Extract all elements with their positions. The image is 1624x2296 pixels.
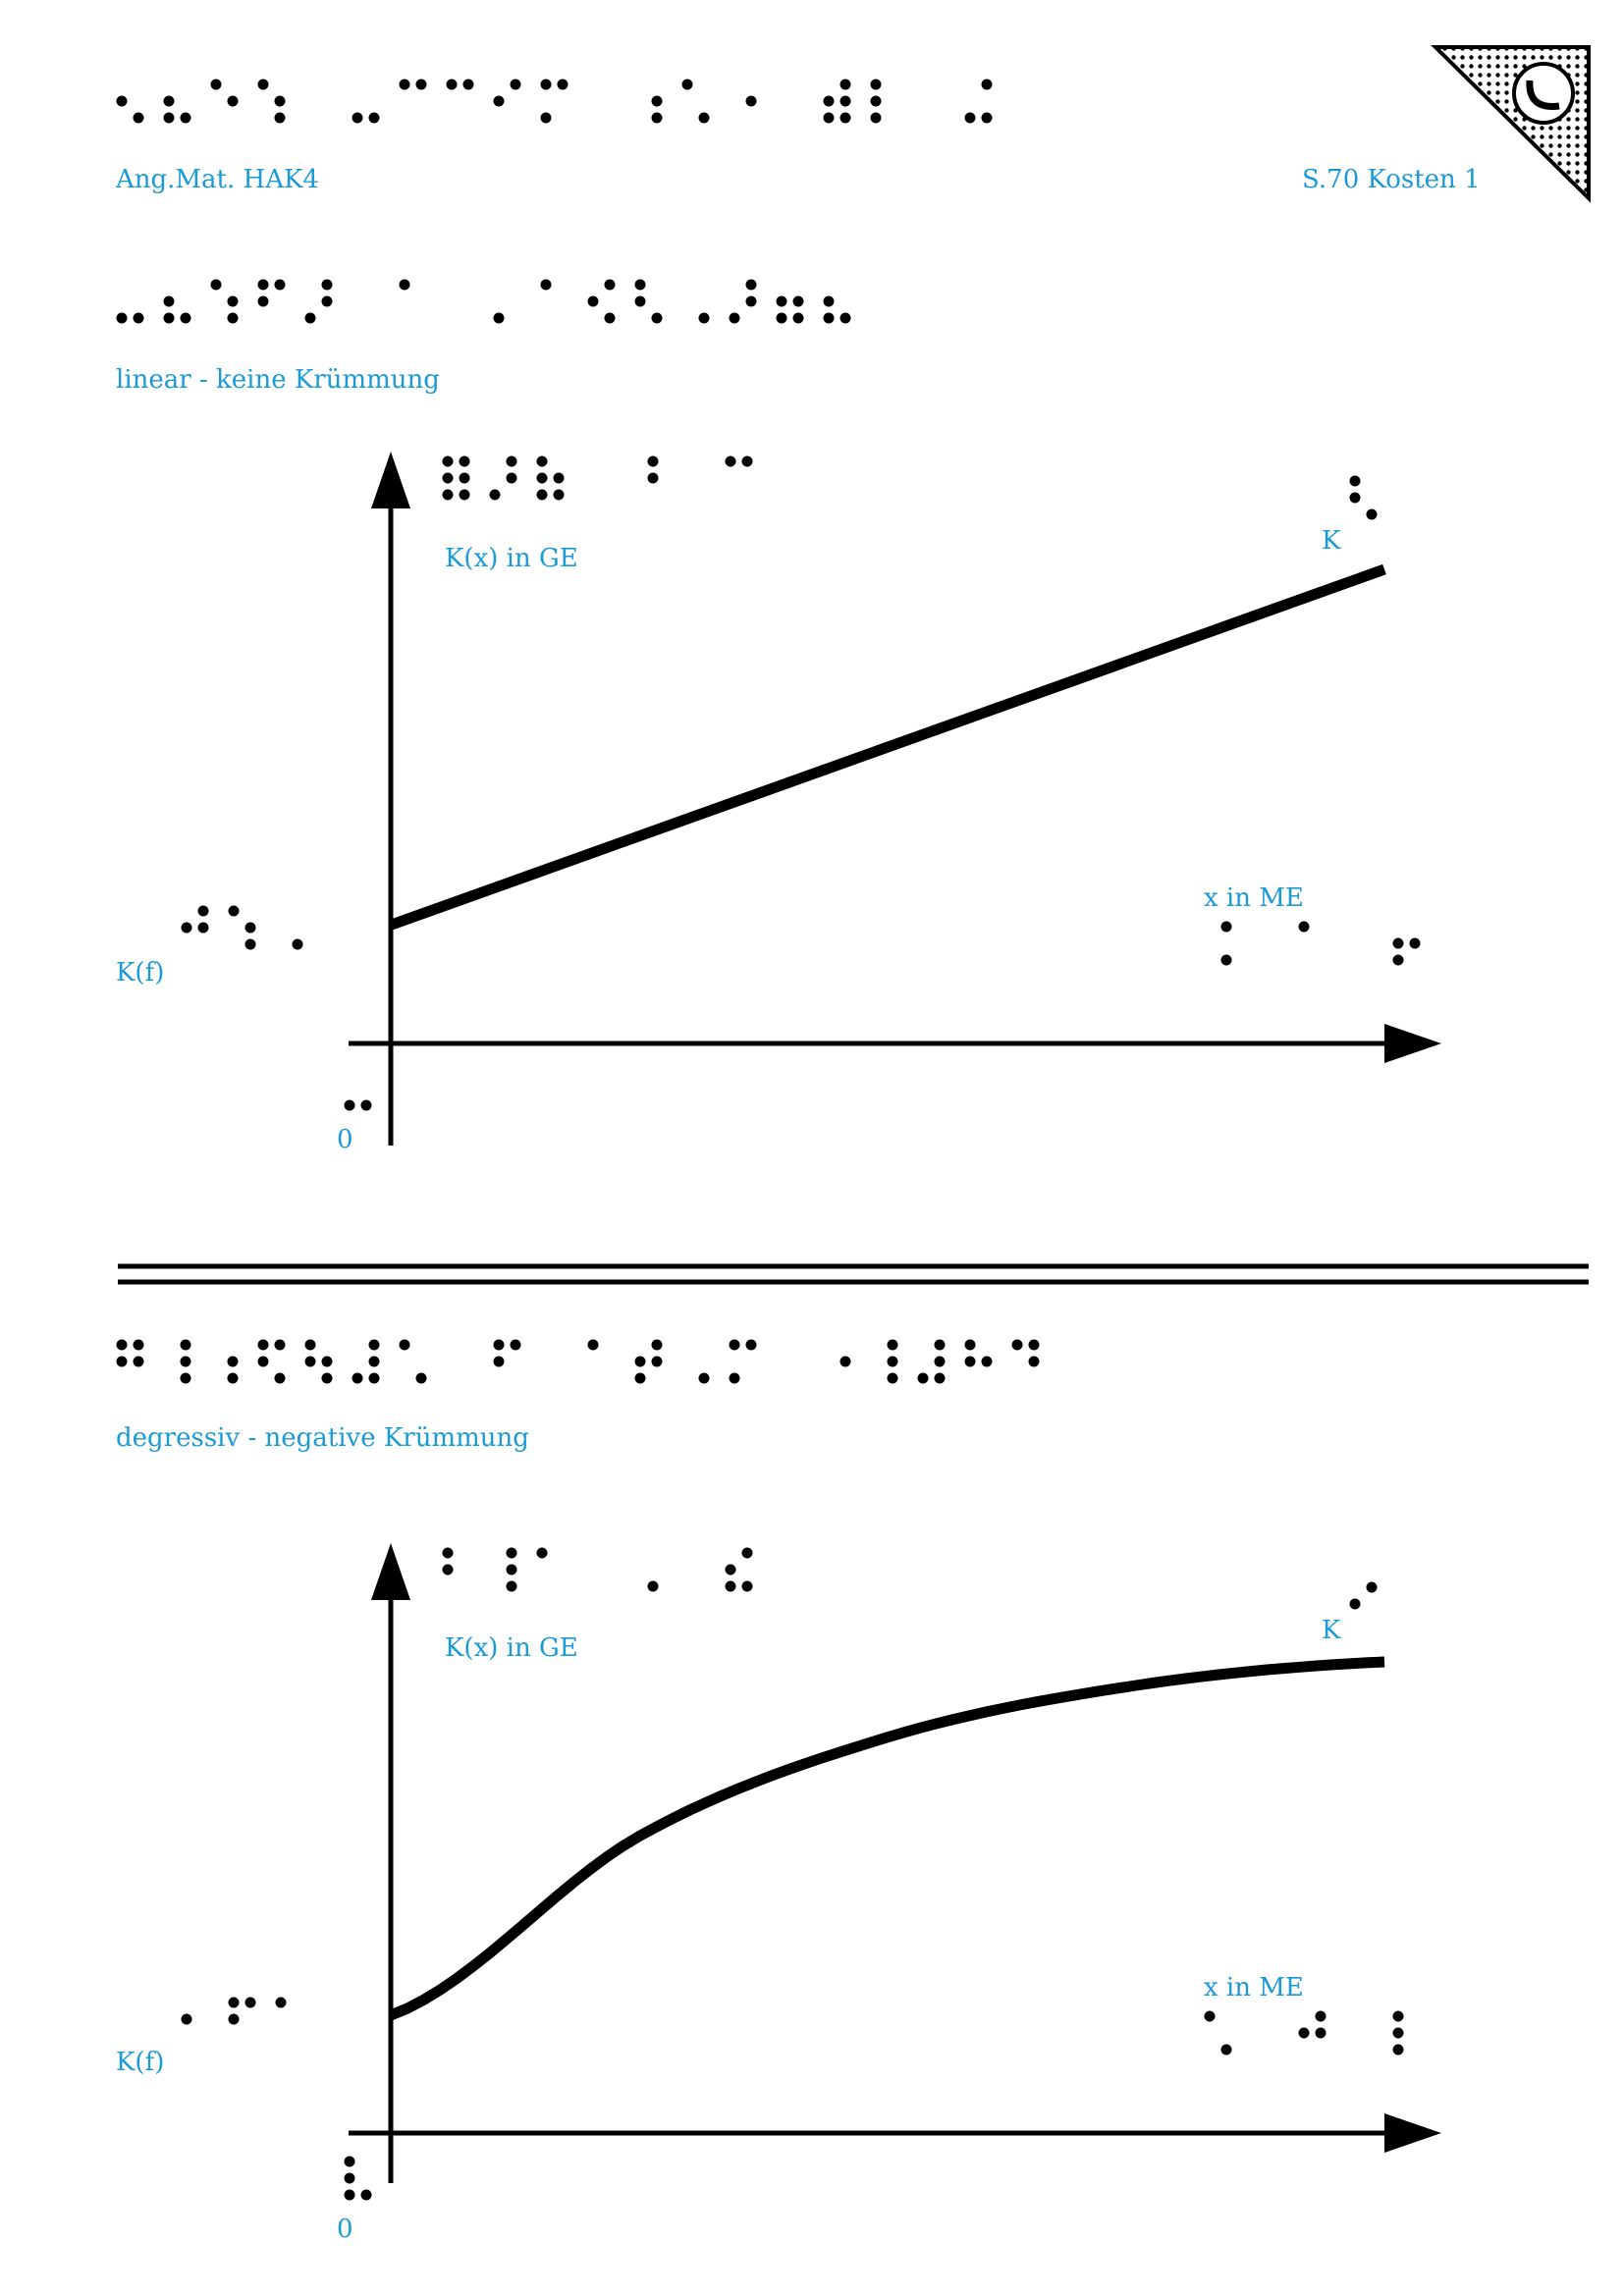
braille-dot <box>117 1340 128 1351</box>
braille-dot <box>793 296 804 307</box>
braille-dot <box>369 113 380 124</box>
braille-dot <box>460 473 470 484</box>
braille-dot <box>982 113 993 124</box>
braille-dot <box>181 1340 191 1351</box>
braille-dot <box>541 113 552 124</box>
chart2-y-axis-label: K(x) in GE <box>445 1633 578 1663</box>
braille-dot <box>541 80 552 90</box>
braille-dot <box>229 1998 240 2008</box>
braille-dot <box>605 280 616 291</box>
x-arrow-icon <box>1384 1024 1441 1063</box>
braille-dot <box>211 280 222 291</box>
braille-dot <box>935 1373 946 1384</box>
braille-dot <box>507 1565 517 1575</box>
braille-dot <box>181 1373 191 1384</box>
braille-dot <box>588 1340 599 1351</box>
chart2-fixed-cost-label: K(f) <box>116 2048 165 2077</box>
braille-dot <box>742 1581 753 1592</box>
braille-dot <box>746 280 757 291</box>
braille-dot <box>746 296 757 307</box>
braille-dot <box>840 1357 851 1367</box>
braille-dot <box>322 1357 333 1367</box>
braille-dot <box>369 1340 380 1351</box>
braille-dot <box>965 1357 976 1367</box>
braille-dot <box>228 96 239 107</box>
braille-dot <box>1350 493 1361 504</box>
braille-dot <box>777 296 787 307</box>
braille-dot <box>918 1373 929 1384</box>
braille-dot <box>507 473 517 484</box>
chart1-origin-label: 0 <box>337 1125 353 1154</box>
braille-dot <box>494 96 505 107</box>
braille-dot <box>511 1340 521 1351</box>
braille-dot <box>117 96 128 107</box>
braille-dot <box>258 80 269 90</box>
braille-dot <box>1393 2028 1404 2039</box>
braille-dot <box>652 1340 663 1351</box>
braille-dot <box>1012 1340 1023 1351</box>
braille-dot <box>507 1548 517 1559</box>
braille-dot <box>361 2190 372 2201</box>
braille-dot <box>511 80 521 90</box>
braille-dot <box>888 1340 898 1351</box>
cost-curve-linear <box>391 569 1384 925</box>
braille-dot <box>935 1357 946 1367</box>
braille-dot <box>965 1340 976 1351</box>
braille-dot <box>228 313 239 324</box>
braille-dot <box>443 490 454 501</box>
braille-dot <box>682 80 693 90</box>
braille-dot <box>1299 922 1310 933</box>
braille-dot <box>245 939 256 950</box>
braille-dot <box>275 1373 286 1384</box>
braille-dot <box>1221 2045 1232 2056</box>
braille-dot <box>652 113 663 124</box>
braille-dot <box>164 296 175 307</box>
braille-dot <box>1221 955 1232 966</box>
braille-dot <box>275 1340 286 1351</box>
cost-curve-degressive <box>391 1662 1384 2015</box>
braille-dot <box>605 313 616 324</box>
braille-dot <box>635 1373 646 1384</box>
braille-dot <box>181 313 191 324</box>
braille-dot <box>258 280 269 291</box>
braille-dot <box>198 923 209 934</box>
braille-dot <box>322 296 333 307</box>
braille-dot <box>228 1357 239 1367</box>
braille-dot <box>1221 922 1232 933</box>
section1-subtitle: linear - keine Krümmung <box>116 365 440 395</box>
braille-dot <box>245 923 256 934</box>
braille-dots <box>117 80 1421 2201</box>
braille-dot <box>635 280 646 291</box>
braille-dot <box>588 296 599 307</box>
chart1-fixed-cost-label: K(f) <box>116 958 165 988</box>
braille-dot <box>463 80 474 90</box>
braille-dot <box>229 906 240 917</box>
braille-dot <box>322 280 333 291</box>
braille-dot <box>211 80 222 90</box>
braille-dot <box>117 313 128 324</box>
braille-dot <box>134 1357 144 1367</box>
braille-dot <box>537 490 548 501</box>
braille-dot <box>730 1373 740 1384</box>
braille-dot <box>443 1565 454 1575</box>
braille-dot <box>258 296 269 307</box>
braille-dot <box>229 2014 240 2025</box>
braille-dot <box>1316 2011 1326 2022</box>
braille-dot <box>361 1100 372 1111</box>
braille-dot <box>416 1373 427 1384</box>
braille-dot <box>840 80 851 90</box>
braille-dot <box>1393 938 1404 949</box>
braille-dot <box>305 1340 316 1351</box>
braille-dot <box>117 1357 128 1367</box>
braille-dot <box>164 113 175 124</box>
braille-dot <box>824 313 835 324</box>
braille-dot <box>305 1357 316 1367</box>
braille-dot <box>840 96 851 107</box>
braille-dot <box>275 113 286 124</box>
braille-dot <box>537 1548 548 1559</box>
braille-dot <box>824 296 835 307</box>
braille-dot <box>652 1357 663 1367</box>
braille-dot <box>1393 2045 1404 2056</box>
braille-dot <box>742 1548 753 1559</box>
braille-dot <box>541 280 552 291</box>
braille-dot <box>164 96 175 107</box>
braille-dot <box>1393 2011 1404 2022</box>
y-arrow-icon <box>371 452 410 508</box>
braille-dot <box>699 1373 710 1384</box>
braille-dot <box>840 113 851 124</box>
braille-dot <box>726 1581 736 1592</box>
braille-dot <box>228 296 239 307</box>
braille-dot <box>730 313 740 324</box>
braille-dot <box>537 456 548 467</box>
braille-dot <box>275 96 286 107</box>
braille-dot <box>276 1998 287 2008</box>
braille-dot <box>369 1357 380 1367</box>
braille-dot <box>1029 1340 1040 1351</box>
braille-dot <box>447 80 458 90</box>
braille-dot <box>134 113 144 124</box>
braille-dot <box>134 313 144 324</box>
braille-dot <box>258 1357 269 1367</box>
braille-dot <box>635 296 646 307</box>
braille-dot <box>443 473 454 484</box>
braille-dot <box>699 113 710 124</box>
braille-dot <box>726 1565 736 1575</box>
braille-dot <box>1350 1599 1361 1610</box>
x-arrow-icon <box>1384 2113 1441 2153</box>
braille-dot <box>400 80 410 90</box>
braille-dot <box>935 1340 946 1351</box>
braille-dot <box>652 313 663 324</box>
braille-dot <box>888 1357 898 1367</box>
braille-dot <box>1410 938 1421 949</box>
braille-dot <box>134 1340 144 1351</box>
chart1-curve-label: K <box>1322 526 1341 556</box>
braille-dot <box>182 2014 192 2025</box>
braille-dot <box>793 313 804 324</box>
chart1-x-axis-label: x in ME <box>1204 883 1304 913</box>
chart2-origin-label: 0 <box>337 2215 353 2244</box>
braille-dot <box>345 2173 355 2184</box>
braille-dot <box>181 1357 191 1367</box>
braille-dot <box>494 313 505 324</box>
chart2-x-axis-label: x in ME <box>1204 1973 1304 2002</box>
braille-dot <box>1299 2028 1310 2039</box>
chart1-y-axis-label: K(x) in GE <box>445 544 578 573</box>
braille-dot <box>840 313 851 324</box>
braille-dot <box>352 1373 363 1384</box>
braille-dot <box>554 490 565 501</box>
braille-dot <box>400 1340 410 1351</box>
chart2-curve-label: K <box>1322 1616 1341 1645</box>
y-arrow-icon <box>371 1543 410 1600</box>
braille-dot <box>871 80 882 90</box>
braille-dot <box>245 1998 256 2008</box>
braille-dot <box>494 1357 505 1367</box>
braille-dot <box>322 1373 333 1384</box>
braille-dot <box>305 313 316 324</box>
braille-dot <box>1393 955 1404 966</box>
braille-dot <box>507 1581 517 1592</box>
braille-dot <box>699 313 710 324</box>
braille-dot <box>494 1340 505 1351</box>
braille-dot <box>558 80 568 90</box>
header-left-label: Ang.Mat. HAK4 <box>116 165 319 194</box>
braille-dot <box>824 113 835 124</box>
braille-dot <box>275 280 286 291</box>
braille-dot <box>1367 1582 1378 1593</box>
braille-dot <box>345 2157 355 2167</box>
braille-dot <box>746 1340 757 1351</box>
braille-dot <box>507 456 517 467</box>
braille-dot <box>1367 509 1378 520</box>
braille-dot <box>345 1100 355 1111</box>
braille-dot <box>982 80 993 90</box>
braille-dot <box>537 473 548 484</box>
braille-dot <box>746 96 757 107</box>
braille-dot <box>648 1581 659 1592</box>
braille-dot <box>1205 2011 1216 2022</box>
braille-dot <box>400 280 410 291</box>
braille-dot <box>258 1340 269 1351</box>
braille-dot <box>965 113 976 124</box>
braille-dot <box>182 923 192 934</box>
braille-dot <box>635 1357 646 1367</box>
braille-dot <box>648 456 659 467</box>
braille-dot <box>777 313 787 324</box>
braille-dot <box>742 456 753 467</box>
braille-dot <box>369 1373 380 1384</box>
braille-dot <box>198 906 209 917</box>
braille-dot <box>554 473 565 484</box>
braille-dot <box>181 113 191 124</box>
section-divider <box>118 1266 1589 1282</box>
braille-dot <box>293 939 303 950</box>
braille-dot <box>1350 476 1361 487</box>
braille-dot <box>490 490 501 501</box>
braille-dot <box>648 473 659 484</box>
braille-dot <box>1316 2028 1326 2039</box>
braille-dot <box>871 96 882 107</box>
braille-dot <box>228 1373 239 1384</box>
braille-dot <box>652 96 663 107</box>
braille-dot <box>345 2190 355 2201</box>
braille-dot <box>164 313 175 324</box>
braille-dot <box>871 113 882 124</box>
header-right-label: S.70 Kosten 1 <box>1302 165 1481 194</box>
braille-dot <box>982 1357 993 1367</box>
section2-subtitle: degressiv - negative Krümmung <box>116 1423 529 1453</box>
braille-dot <box>460 456 470 467</box>
braille-dot <box>726 456 736 467</box>
braille-dot <box>888 1373 898 1384</box>
braille-dot <box>824 96 835 107</box>
braille-dot <box>443 1548 454 1559</box>
braille-dot <box>730 1340 740 1351</box>
braille-dot <box>1029 1357 1040 1367</box>
braille-dot <box>416 80 427 90</box>
braille-dot <box>443 456 454 467</box>
braille-dot <box>352 113 363 124</box>
braille-dot <box>460 490 470 501</box>
